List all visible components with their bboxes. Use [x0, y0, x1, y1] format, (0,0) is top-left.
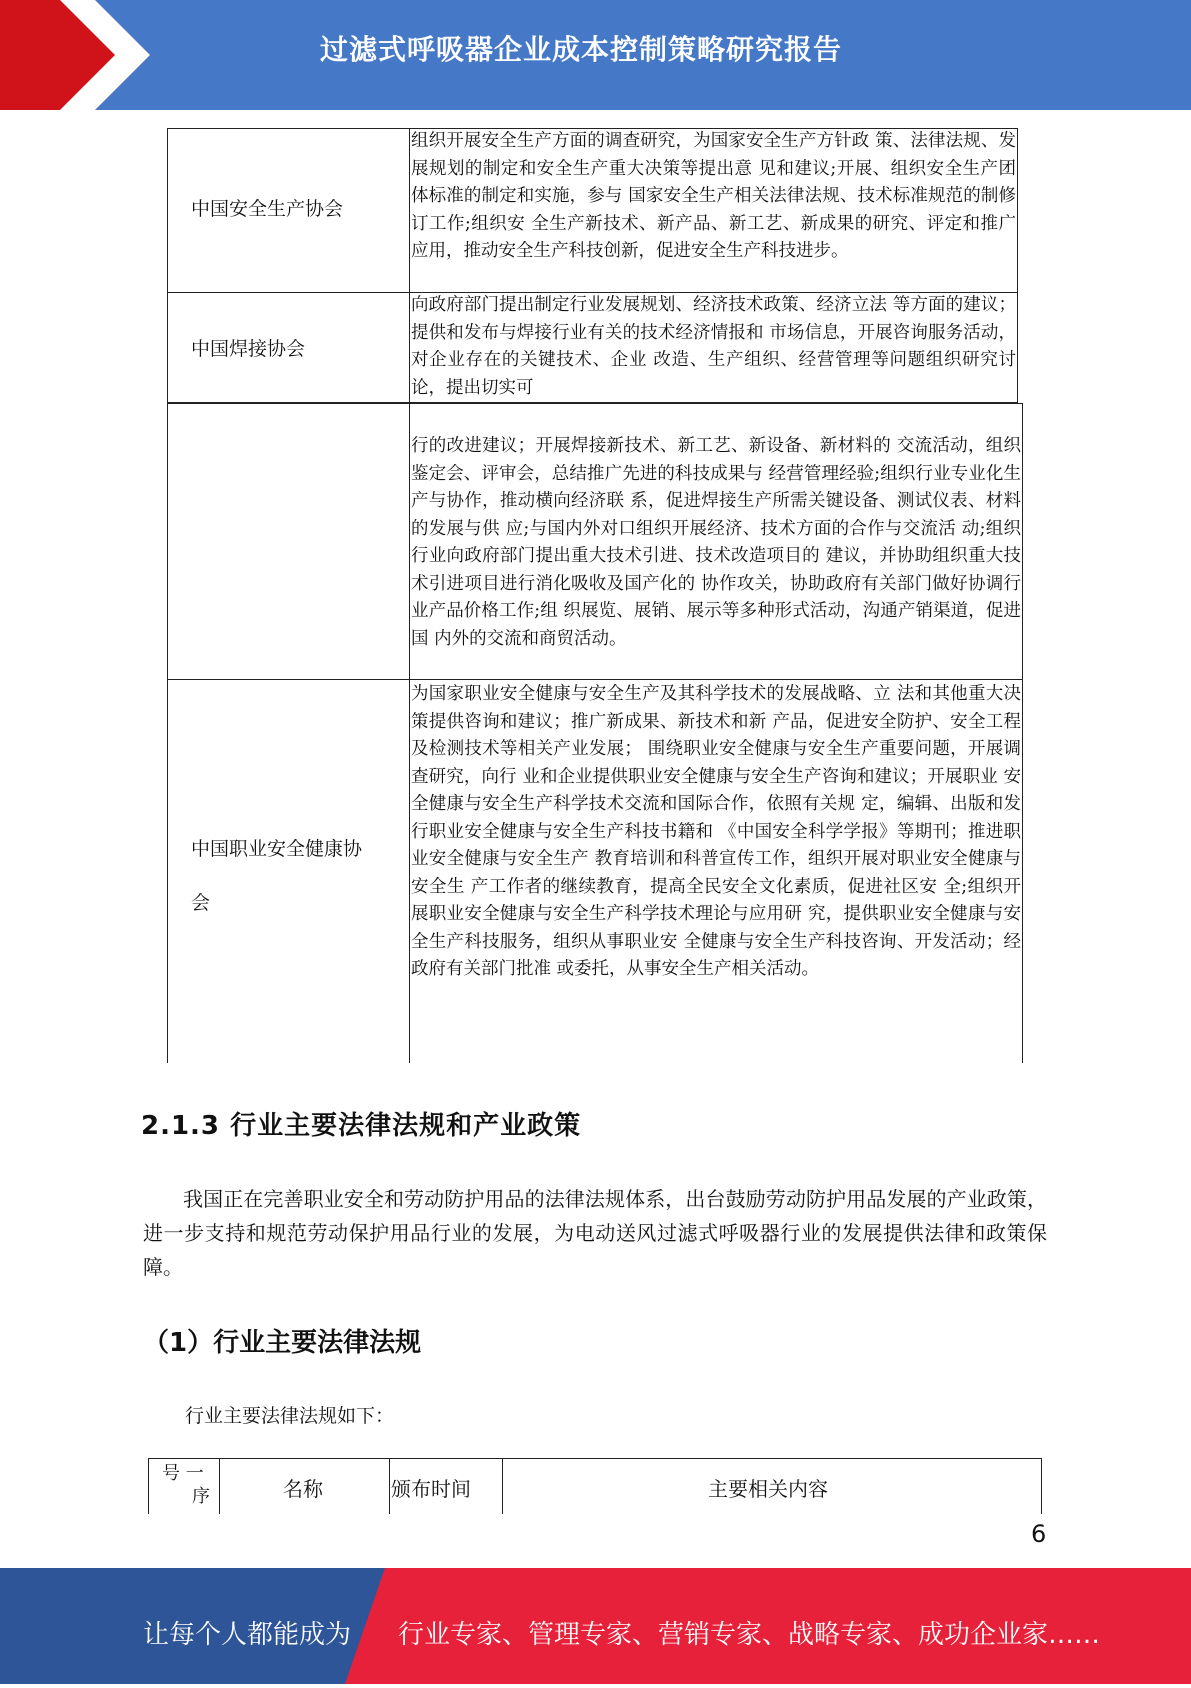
intro-text: 行业主要法律法规如下： [185, 1405, 395, 1427]
column-header-content: 主要相关内容 [708, 1477, 828, 1501]
section-heading: 2.1.3 行业主要法律法规和产业政策 [141, 1111, 582, 1141]
table-row-org-content: 组织开展安全生产方面的调查研究，为国家安全生产方针政 策、法律法规、发展规划的制定和安全生产重大决策等提出意 见和建议;开展、组织安全生产团体标准的制定和实施，参与 国家安全生产相关法律法规、技术标准规范的制修订工作;组织安 全生产新技术、新产品、新工艺、新成果的研究、评定和推广 应用，推动安全生产科技创新，促进安全生产科技进步。 [411, 131, 1016, 261]
section-paragraph: 我国正在完善职业安全和劳动防护用品的法律法规体系，出台鼓励劳动防护用品发展的产业政策，进一步支持和规范劳动保护用品行业的发展，为电动送风过滤式呼吸器行业的发展提供法律和政策保障。 [143, 1187, 1047, 1279]
column-header-name: 名称 [283, 1477, 323, 1501]
document-title: 过滤式呼吸器企业成本控制策略研究报告 [320, 33, 843, 66]
table-row-org-content: 为国家职业安全健康与安全生产及其科学技术的发展战略、立 法和其他重大决策提供咨询和建议；推广新成果、新技术和新 产品，促进安全防护、安全工程及检测技术等相关产业发展； 围绕职业安全健康与安全生产重要问题，开展调查研究，向行 业和企业提供职业安全健康与安全生产咨询和建议；开展职业 安全健康与安全生产科学技术交流和国际合作，依照有关规 定，编辑、出版和发行职业安全健康与安全生产科技书籍和 《中国安全科学学报》等期刊；推进职业安全健康与安全生产 教育培训和科普宣传工作，组织开展对职业安全健康与安全生 产工作者的继续教育，提高全民安全文化素质，促进社区安 全;组织开展职业安全健康与安全生产科学技术理论与应用研 究，提供职业安全健康与安全生产科技服务，组织从事职业安 全健康与安全生产科技咨询、开发活动；经政府有关部门批准 或委托，从事安全生产相关活动。 [411, 684, 1021, 979]
table-row-org-name: 中国焊接协会 [191, 338, 306, 360]
page-header [0, 0, 1191, 110]
header-arrow-graphic [0, 0, 150, 110]
subsection-heading: （1）行业主要法律法规 [143, 1328, 422, 1358]
column-header-index-bottom: 序 [192, 1486, 210, 1507]
footer-roles: 行业专家、管理专家、营销专家、战略专家、成功企业家…… [398, 1620, 1101, 1650]
page-number: 6 [1031, 1520, 1047, 1548]
column-header-index: 号 一 [162, 1463, 204, 1484]
column-header-date: 颁布时间 [391, 1477, 471, 1501]
table-row-org-content: 向政府部门提出制定行业发展规划、经济技术政策、经济立法 等方面的建议；提供和发布与焊接行业有关的技术经济情报和 市场信息，开展咨询服务活动，对企业存在的关键技术、企业 改造、生产组织、经营管理等问题组织研究讨论，提出切实可 [411, 295, 1016, 398]
table-row-org-name: 中国职业安全健康协 会 [191, 838, 363, 914]
table-row-org-name: 中国安全生产协会 [191, 198, 344, 220]
table-row-org-content: 行的改进建议；开展焊接新技术、新工艺、新设备、新材料的 交流活动，组织鉴定会、评审会，总结推广先进的科技成果与 经营管理经验;组织行业专业化生产与协作，推动横向经济联 系，促进焊接生产所需关键设备、测试仪表、材料的发展与供 应;与国内外对口组织开展经济、技术方面的合作与交流活 动;组织行业向政府部门提出重大技术引进、技术改造项目的 建议，并协助组织重大技术引进项目进行消化吸收及国产化的 协作攻关，协助政府有关部门做好协调行业产品价格工作;组 织展览、展销、展示等多种形式活动，沟通产销渠道，促进国 内外的交流和商贸活动。 [411, 436, 1021, 649]
footer-slogan: 让每个人都能成为 [143, 1620, 352, 1650]
